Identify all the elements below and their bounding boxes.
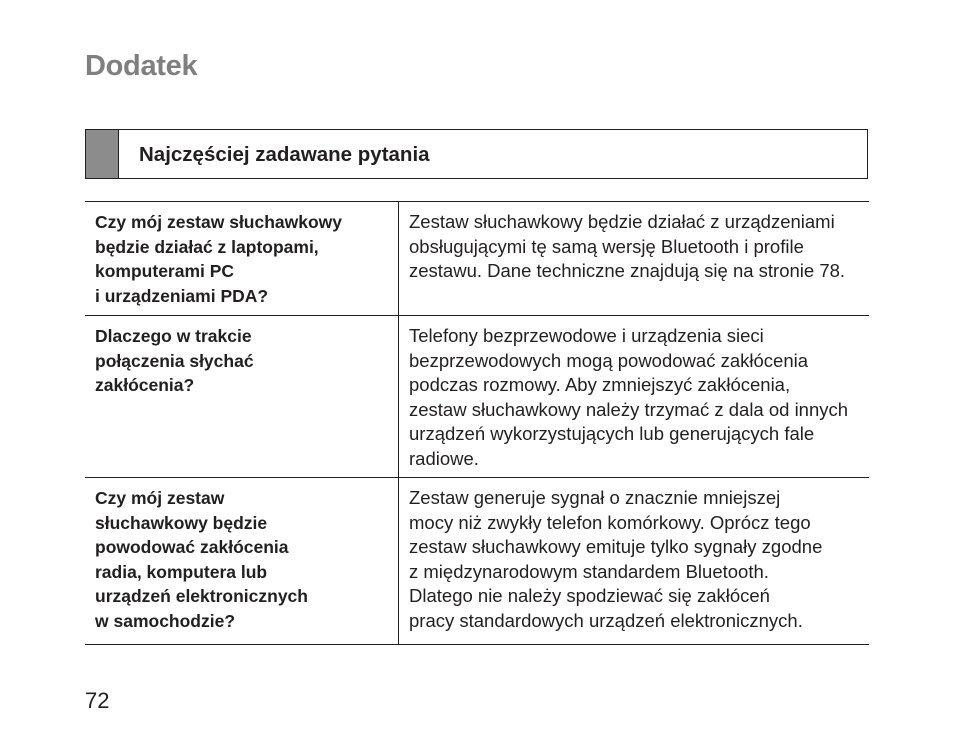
section-title: Najczęściej zadawane pytania	[139, 143, 430, 166]
faq-answer: Zestaw słuchawkowy będzie działać z urządzeniami obsługującymi tę samą wersję Bluetooth i profile zestawu. Dane techniczne znajdują się na stronie 78.	[409, 211, 846, 281]
faq-question: Czy mój zestaw słuchawkowy będzie działać z laptopami, komputerami PC i urządzeniami PDA?	[95, 212, 343, 306]
section-header	[85, 129, 868, 179]
faq-answer-cell	[399, 202, 870, 316]
faq-row	[85, 478, 869, 645]
faq-question-cell	[85, 316, 399, 478]
faq-answer: Zestaw generuje sygnał o znacznie mniejszej mocy niż zwykły telefon komórkowy. Oprócz tego zestaw słuchawkowy emituje tylko sygnały zgodne z międzynarodowym standardem Bluetooth. Dlatego nie należy spodziewać się zakłóceń pracy standardowych urządzeń elektronicznych.	[409, 487, 823, 631]
faq-question-cell	[85, 202, 399, 316]
faq-question-cell	[85, 478, 399, 645]
faq-answer: Telefony bezprzewodowe i urządzenia sieci bezprzewodowych mogą powodować zakłócenia podczas rozmowy. Aby zmniejszyć zakłócenia, zestaw słuchawkowy należy trzymać z dala od innych urządzeń wykorzystujących lub generujących fale radiowe.	[409, 325, 849, 469]
faq-table	[85, 201, 869, 645]
page-number: 72	[85, 688, 110, 713]
faq-question: Czy mój zestaw słuchawkowy będzie powodować zakłócenia radia, komputera lub urządzeń elektronicznych w samochodzie?	[95, 488, 308, 631]
faq-question: Dlaczego w trakcie połączenia słychać zakłócenia?	[95, 326, 254, 395]
faq-row	[85, 316, 869, 478]
section-marker	[86, 130, 119, 178]
faq-answer-cell	[399, 316, 870, 478]
faq-row	[85, 202, 869, 316]
page-title: Dodatek	[85, 50, 198, 82]
faq-answer-cell	[399, 478, 870, 645]
